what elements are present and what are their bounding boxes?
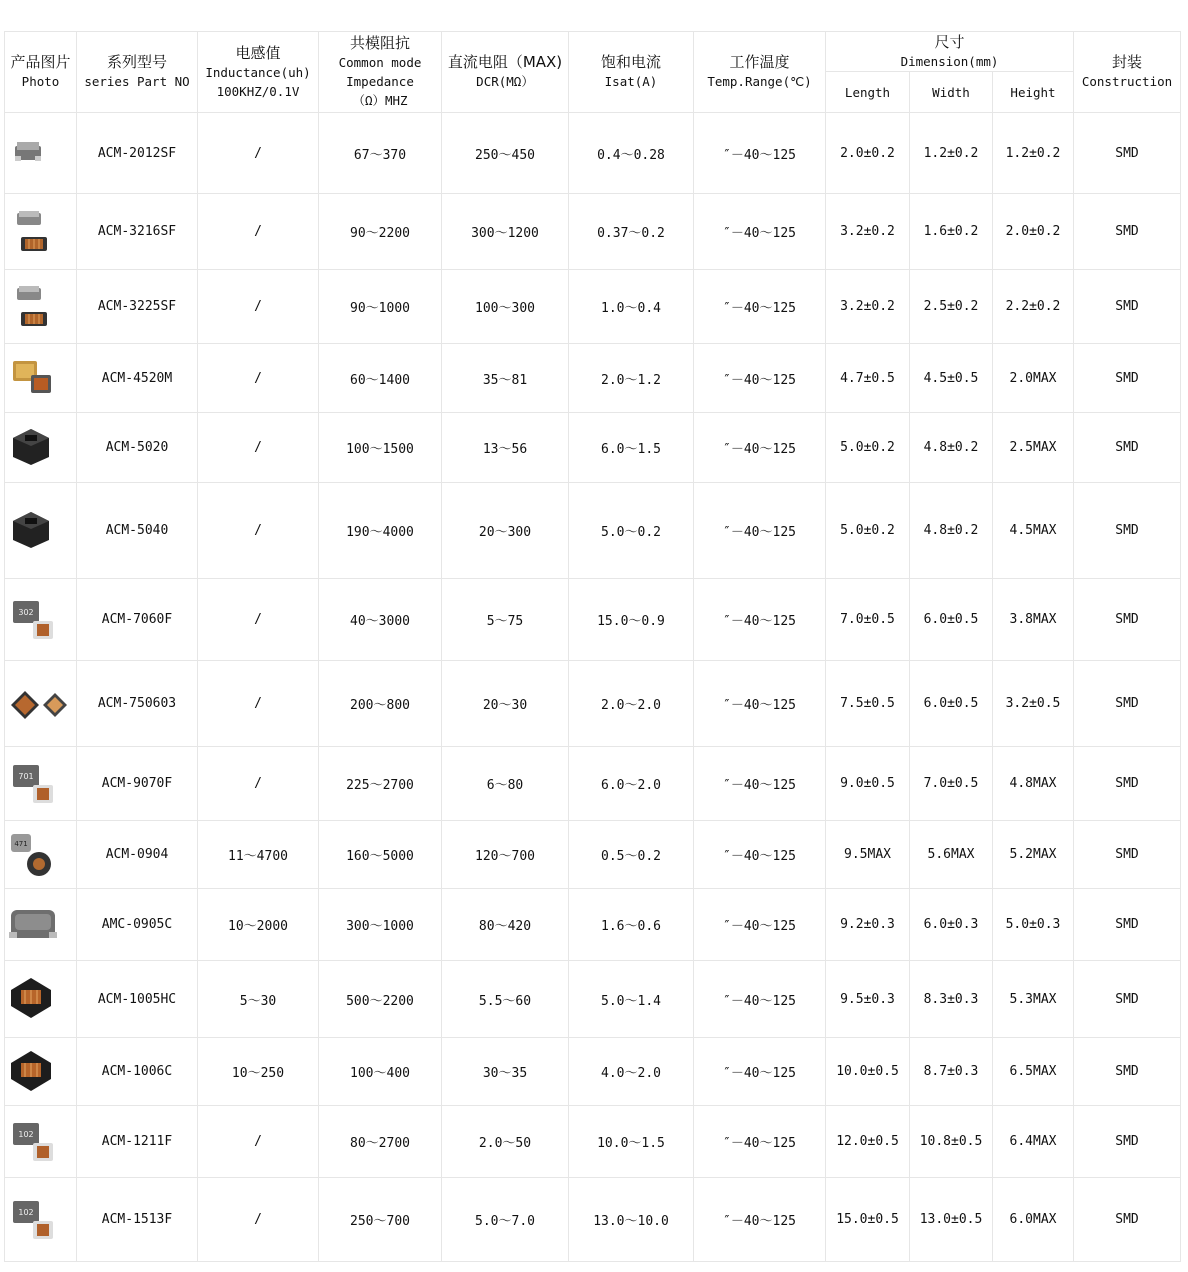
construction-value: SMD (1074, 194, 1181, 270)
temp-range: ″－40～125 (694, 661, 826, 747)
inductance-value: / (198, 194, 319, 270)
construction-value: SMD (1074, 889, 1181, 961)
part-number: ACM-750603 (77, 661, 198, 747)
svg-text:102: 102 (17, 1129, 34, 1139)
part-number: ACM-5040 (77, 483, 198, 579)
part-number: ACM-7060F (77, 579, 198, 661)
impedance-value: 250～700 (319, 1178, 442, 1262)
construction-value: SMD (1074, 1106, 1181, 1178)
construction-value: SMD (1074, 113, 1181, 194)
length-value: 7.0±0.5 (826, 579, 910, 661)
product-photo (5, 579, 77, 661)
construction-value: SMD (1074, 483, 1181, 579)
length-value: 10.0±0.5 (826, 1038, 910, 1106)
temp-range: ″－40～125 (694, 961, 826, 1038)
isat-value: 6.0～2.0 (569, 747, 694, 821)
width-value: 13.0±0.5 (910, 1178, 993, 1262)
part-number: ACM-0904 (77, 821, 198, 889)
part-number: ACM-3216SF (77, 194, 198, 270)
length-value: 9.2±0.3 (826, 889, 910, 961)
height-value: 6.5MAX (993, 1038, 1074, 1106)
isat-value: 5.0～1.4 (569, 961, 694, 1038)
inductance-value: / (198, 270, 319, 344)
header-impedance: 共模阻抗 Common mode Impedance （Ω）MHZ (319, 32, 442, 113)
construction-value: SMD (1074, 961, 1181, 1038)
inductance-value: 10～2000 (198, 889, 319, 961)
inductance-value: 11～4700 (198, 821, 319, 889)
construction-value: SMD (1074, 821, 1181, 889)
impedance-value: 100～1500 (319, 413, 442, 483)
dcr-value: 80～420 (442, 889, 569, 961)
gray-and-copper-chip-icon (9, 209, 73, 255)
width-value: 1.2±0.2 (910, 113, 993, 194)
header-inductance: 电感值 Inductance(uh) 100KHZ/0.1V (198, 32, 319, 113)
black-coil-icon (9, 976, 73, 1022)
diamond-chip-icon (9, 681, 73, 727)
product-photo (5, 1106, 77, 1178)
part-number: ACM-3225SF (77, 270, 198, 344)
width-value: 4.8±0.2 (910, 413, 993, 483)
width-value: 6.0±0.5 (910, 661, 993, 747)
dcr-value: 100～300 (442, 270, 569, 344)
inductance-value: / (198, 747, 319, 821)
gray-housing-icon (9, 902, 73, 948)
table-row (5, 1178, 1181, 1262)
width-value: 4.5±0.5 (910, 344, 993, 413)
impedance-value: 200～800 (319, 661, 442, 747)
temp-range: ″－40～125 (694, 113, 826, 194)
table-row (5, 344, 1181, 413)
isat-value: 0.4～0.28 (569, 113, 694, 194)
spec-table (4, 31, 1181, 1262)
length-value: 12.0±0.5 (826, 1106, 910, 1178)
header-dimension: 尺寸 Dimension(mm) (826, 32, 1074, 72)
part-number: ACM-1005HC (77, 961, 198, 1038)
width-value: 6.0±0.3 (910, 889, 993, 961)
inductance-value: / (198, 483, 319, 579)
table-body (5, 113, 1181, 1262)
part-number: ACM-5020 (77, 413, 198, 483)
length-value: 5.0±0.2 (826, 413, 910, 483)
temp-range: ″－40～125 (694, 483, 826, 579)
product-photo (5, 889, 77, 961)
impedance-value: 90～2200 (319, 194, 442, 270)
isat-value: 6.0～1.5 (569, 413, 694, 483)
dcr-value: 13～56 (442, 413, 569, 483)
dcr-value: 300～1200 (442, 194, 569, 270)
inductance-value: / (198, 1106, 319, 1178)
length-value: 3.2±0.2 (826, 194, 910, 270)
svg-text:471: 471 (13, 839, 28, 848)
part-number: ACM-1211F (77, 1106, 198, 1178)
isat-value: 0.5～0.2 (569, 821, 694, 889)
header-series: 系列型号 series Part NO (77, 32, 198, 113)
header-length: Length (826, 72, 910, 113)
width-value: 6.0±0.5 (910, 579, 993, 661)
height-value: 3.2±0.5 (993, 661, 1074, 747)
header-dcr: 直流电阻（MAX) DCR(MΩ） (442, 32, 569, 113)
part-number: ACM-4520M (77, 344, 198, 413)
part-number: ACM-9070F (77, 747, 198, 821)
impedance-value: 160～5000 (319, 821, 442, 889)
construction-value: SMD (1074, 661, 1181, 747)
isat-value: 2.0～1.2 (569, 344, 694, 413)
temp-range: ″－40～125 (694, 1106, 826, 1178)
height-value: 2.5MAX (993, 413, 1074, 483)
table-row (5, 889, 1181, 961)
length-value: 15.0±0.5 (826, 1178, 910, 1262)
product-photo (5, 747, 77, 821)
table-row (5, 270, 1181, 344)
width-value: 7.0±0.5 (910, 747, 993, 821)
gray-and-copper-chip-icon (9, 284, 73, 330)
dcr-value: 35～81 (442, 344, 569, 413)
table-row (5, 579, 1181, 661)
isat-value: 10.0～1.5 (569, 1106, 694, 1178)
inductance-value: / (198, 661, 319, 747)
height-value: 1.2±0.2 (993, 113, 1074, 194)
black-cube-icon (9, 425, 73, 471)
isat-value: 13.0～10.0 (569, 1178, 694, 1262)
table-row (5, 1038, 1181, 1106)
height-value: 2.2±0.2 (993, 270, 1074, 344)
isat-value: 4.0～2.0 (569, 1038, 694, 1106)
dcr-value: 30～35 (442, 1038, 569, 1106)
black-cube-icon (9, 508, 73, 554)
construction-value: SMD (1074, 1178, 1181, 1262)
marked-block-icon (9, 597, 73, 643)
product-photo (5, 1038, 77, 1106)
height-value: 6.0MAX (993, 1178, 1074, 1262)
impedance-value: 90～1000 (319, 270, 442, 344)
construction-value: SMD (1074, 1038, 1181, 1106)
table-row (5, 747, 1181, 821)
length-value: 3.2±0.2 (826, 270, 910, 344)
table-row (5, 483, 1181, 579)
width-value: 10.8±0.5 (910, 1106, 993, 1178)
header-width: Width (910, 72, 993, 113)
inductance-value: 5～30 (198, 961, 319, 1038)
width-value: 2.5±0.2 (910, 270, 993, 344)
width-value: 1.6±0.2 (910, 194, 993, 270)
temp-range: ″－40～125 (694, 413, 826, 483)
svg-text:102: 102 (17, 1207, 34, 1217)
header-isat: 饱和电流 Isat(A) (569, 32, 694, 113)
inductance-value: 10～250 (198, 1038, 319, 1106)
temp-range: ″－40～125 (694, 747, 826, 821)
width-value: 4.8±0.2 (910, 483, 993, 579)
construction-value: SMD (1074, 344, 1181, 413)
height-value: 5.0±0.3 (993, 889, 1074, 961)
impedance-value: 100～400 (319, 1038, 442, 1106)
table-row (5, 661, 1181, 747)
inductance-value: / (198, 413, 319, 483)
width-value: 8.7±0.3 (910, 1038, 993, 1106)
length-value: 7.5±0.5 (826, 661, 910, 747)
isat-value: 15.0～0.9 (569, 579, 694, 661)
isat-value: 1.6～0.6 (569, 889, 694, 961)
header-photo: 产品图片 Photo (5, 32, 77, 113)
construction-value: SMD (1074, 747, 1181, 821)
marked-block-icon (9, 1119, 73, 1165)
height-value: 4.8MAX (993, 747, 1074, 821)
dcr-value: 20～300 (442, 483, 569, 579)
height-value: 4.5MAX (993, 483, 1074, 579)
width-value: 5.6MAX (910, 821, 993, 889)
dcr-value: 5.0～7.0 (442, 1178, 569, 1262)
product-photo (5, 413, 77, 483)
impedance-value: 60～1400 (319, 344, 442, 413)
part-number: ACM-2012SF (77, 113, 198, 194)
product-photo (5, 344, 77, 413)
temp-range: ″－40～125 (694, 1038, 826, 1106)
marked-block-icon (9, 761, 73, 807)
isat-value: 0.37～0.2 (569, 194, 694, 270)
height-value: 3.8MAX (993, 579, 1074, 661)
table-row (5, 1106, 1181, 1178)
table-row (5, 194, 1181, 270)
length-value: 9.0±0.5 (826, 747, 910, 821)
length-value: 5.0±0.2 (826, 483, 910, 579)
temp-range: ″－40～125 (694, 1178, 826, 1262)
product-photo (5, 661, 77, 747)
product-photo (5, 1178, 77, 1262)
impedance-value: 40～3000 (319, 579, 442, 661)
product-photo (5, 821, 77, 889)
inductance-value: / (198, 113, 319, 194)
product-photo (5, 270, 77, 344)
dcr-value: 5～75 (442, 579, 569, 661)
height-value: 5.2MAX (993, 821, 1074, 889)
isat-value: 2.0～2.0 (569, 661, 694, 747)
part-number: ACM-1513F (77, 1178, 198, 1262)
inductance-value: / (198, 579, 319, 661)
length-value: 9.5MAX (826, 821, 910, 889)
header-height: Height (993, 72, 1074, 113)
part-number: ACM-1006C (77, 1038, 198, 1106)
dcr-value: 120～700 (442, 821, 569, 889)
impedance-value: 67～370 (319, 113, 442, 194)
svg-text:701: 701 (17, 771, 34, 781)
construction-value: SMD (1074, 579, 1181, 661)
width-value: 8.3±0.3 (910, 961, 993, 1038)
length-value: 9.5±0.3 (826, 961, 910, 1038)
construction-value: SMD (1074, 413, 1181, 483)
height-value: 2.0±0.2 (993, 194, 1074, 270)
black-coil-icon (9, 1049, 73, 1095)
length-value: 4.7±0.5 (826, 344, 910, 413)
impedance-value: 190～4000 (319, 483, 442, 579)
product-photo (5, 961, 77, 1038)
dcr-value: 250～450 (442, 113, 569, 194)
temp-range: ″－40～125 (694, 194, 826, 270)
dcr-value: 2.0～50 (442, 1106, 569, 1178)
length-value: 2.0±0.2 (826, 113, 910, 194)
dcr-value: 20～30 (442, 661, 569, 747)
impedance-value: 225～2700 (319, 747, 442, 821)
temp-range: ″－40～125 (694, 579, 826, 661)
temp-range: ″－40～125 (694, 889, 826, 961)
height-value: 2.0MAX (993, 344, 1074, 413)
construction-value: SMD (1074, 270, 1181, 344)
round-core-icon (9, 832, 73, 878)
dcr-value: 6～80 (442, 747, 569, 821)
temp-range: ″－40～125 (694, 270, 826, 344)
isat-value: 1.0～0.4 (569, 270, 694, 344)
marked-block-icon (9, 1197, 73, 1243)
inductance-value: / (198, 1178, 319, 1262)
product-photo (5, 194, 77, 270)
table-row (5, 413, 1181, 483)
impedance-value: 500～2200 (319, 961, 442, 1038)
copper-coil-icon (9, 355, 73, 401)
impedance-value: 300～1000 (319, 889, 442, 961)
product-photo (5, 483, 77, 579)
gray-chip-icon (9, 130, 73, 176)
height-value: 5.3MAX (993, 961, 1074, 1038)
table-row (5, 961, 1181, 1038)
header-construction: 封装 Construction (1074, 32, 1181, 113)
product-photo (5, 113, 77, 194)
part-number: AMC-0905C (77, 889, 198, 961)
height-value: 6.4MAX (993, 1106, 1074, 1178)
dcr-value: 5.5～60 (442, 961, 569, 1038)
inductance-value: / (198, 344, 319, 413)
svg-text:302: 302 (17, 607, 34, 617)
isat-value: 5.0～0.2 (569, 483, 694, 579)
header-temp: 工作温度 Temp.Range(℃) (694, 32, 826, 113)
table-row (5, 821, 1181, 889)
temp-range: ″－40～125 (694, 821, 826, 889)
table-row (5, 113, 1181, 194)
impedance-value: 80～2700 (319, 1106, 442, 1178)
temp-range: ″－40～125 (694, 344, 826, 413)
